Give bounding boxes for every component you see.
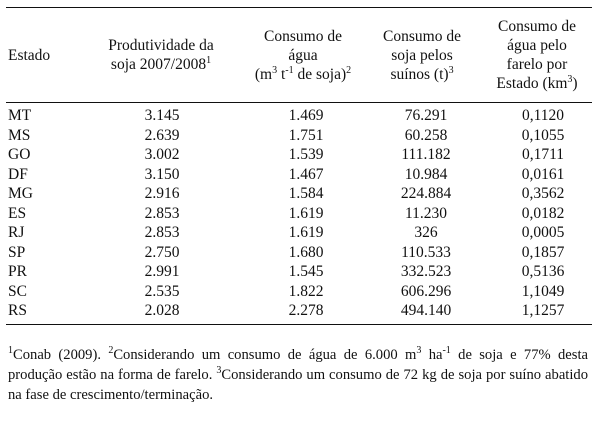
cell-estado: MS <box>8 126 31 144</box>
footnote-1: Conab (2009). <box>13 347 109 363</box>
cell-produtividade: 3.002 <box>144 146 180 163</box>
cell-consumo-farelo: 0,1055 <box>521 126 565 144</box>
footnote-marker-2: 2 <box>108 345 114 357</box>
cell-consumo-farelo: 0,0182 <box>521 204 565 222</box>
table-row <box>6 184 592 204</box>
cell-consumo-soja: 110.533 <box>401 243 451 261</box>
cell-consumo-soja: 111.182 <box>401 146 451 163</box>
cell-consumo-farelo: 1,1049 <box>521 282 565 300</box>
cell-consumo-agua: 1.539 <box>288 146 324 163</box>
table-row <box>6 126 592 146</box>
table-row <box>6 103 592 126</box>
cell-consumo-agua: 1.467 <box>288 165 324 183</box>
cell-produtividade: 2.991 <box>144 263 180 280</box>
cell-consumo-farelo: 0,3562 <box>521 185 565 202</box>
cell-consumo-agua: 1.822 <box>288 282 324 300</box>
cell-produtividade: 2.750 <box>144 243 180 261</box>
cell-consumo-agua: 1.619 <box>288 224 324 241</box>
footnote-marker-3: 3 <box>216 365 222 377</box>
cell-consumo-farelo: 0,1711 <box>521 146 565 163</box>
header-estado: Estado <box>8 46 51 64</box>
cell-consumo-soja: 326 <box>414 224 438 241</box>
cell-estado: MG <box>8 185 33 202</box>
cell-consumo-farelo: 0,0005 <box>521 224 565 241</box>
table-row <box>6 301 592 324</box>
footnote-2b: ha <box>421 347 443 363</box>
table-row <box>6 204 592 224</box>
cell-produtividade: 2.853 <box>144 224 180 241</box>
table-row <box>6 262 592 282</box>
table-row <box>6 243 592 263</box>
cell-estado: SP <box>8 243 26 261</box>
footnote-3: Considerando um consumo de 72 kg de soja por suíno abatido na fase de crescimento/terminação. <box>8 367 588 403</box>
cell-produtividade: 2.535 <box>144 282 180 300</box>
cell-consumo-agua: 1.751 <box>288 126 324 144</box>
cell-produtividade: 3.150 <box>144 165 180 183</box>
cell-consumo-farelo: 0,0161 <box>521 165 565 183</box>
cell-consumo-soja: 606.296 <box>400 282 452 300</box>
table-row <box>6 282 592 302</box>
cell-estado: ES <box>8 204 27 222</box>
header-row <box>6 8 592 103</box>
cell-consumo-agua: 1.680 <box>288 243 324 261</box>
footnote-marker-1: 1 <box>8 345 13 357</box>
cell-produtividade: 2.853 <box>144 204 180 222</box>
cell-estado: SC <box>8 282 27 300</box>
table-footnotes <box>8 345 588 405</box>
header-produtividade: Produtividade da soja 2007/2008$^1$ <box>108 37 214 73</box>
data-table <box>6 7 592 325</box>
cell-estado: PR <box>8 263 27 280</box>
footnote-text: $^1$Conab (2009). $^2$Considerando um consumo de água de 6.000 $m^3$ $ha^{-1}$ de soja e 77% desta produção estão na forma de farelo. $^3$Considerando um consumo de 72 kg de soja por suíno abatido na fase de crescimento/terminação. <box>8 345 588 403</box>
cell-estado: RS <box>8 302 27 319</box>
cell-consumo-agua: 2.278 <box>288 302 324 319</box>
table-row <box>6 223 592 243</box>
cell-estado: MT <box>8 107 32 124</box>
header-consumo-soja: Consumo de soja pelos suínos $(t)^3$ <box>383 27 461 83</box>
header-consumo-farelo: Consumo de água pelo farelo por Estado $(km^3)$ <box>496 18 578 92</box>
cell-consumo-soja: 76.291 <box>404 107 448 124</box>
cell-estado: GO <box>8 146 31 163</box>
cell-consumo-farelo: 1,1257 <box>521 302 565 319</box>
footnote-2a: Considerando um consumo de água de 6.000 m <box>113 347 417 363</box>
cell-consumo-soja: 494.140 <box>400 302 452 319</box>
header-consumo-agua: Consumo de água ($m^3$ $t^{-1}$ de soja)$^2$ <box>254 27 352 83</box>
cell-consumo-soja: 10.984 <box>404 165 448 183</box>
footnote-2c: de soja e 77% desta produção estão na forma de farelo. <box>8 347 588 383</box>
cell-estado: DF <box>8 165 28 183</box>
table-body <box>6 103 592 325</box>
cell-consumo-agua: 1.469 <box>288 107 324 124</box>
cell-produtividade: 2.028 <box>144 302 180 319</box>
cell-consumo-farelo: 0,1857 <box>521 243 565 261</box>
cell-consumo-agua: 1.545 <box>288 263 324 280</box>
cell-consumo-soja: 224.884 <box>400 185 452 202</box>
table-row <box>6 145 592 165</box>
cell-consumo-farelo: 0,1120 <box>521 107 565 124</box>
cell-consumo-agua: 1.584 <box>288 185 324 202</box>
cell-consumo-soja: 332.523 <box>400 263 452 280</box>
table-header <box>6 8 592 103</box>
table-row <box>6 165 592 185</box>
cell-produtividade: 2.916 <box>144 185 180 202</box>
cell-consumo-agua: 1.619 <box>288 204 324 222</box>
cell-consumo-soja: 60.258 <box>404 126 448 144</box>
cell-consumo-soja: 11.230 <box>404 204 448 222</box>
cell-estado: RJ <box>8 224 25 241</box>
cell-consumo-farelo: 0,5136 <box>521 263 565 280</box>
cell-produtividade: 2.639 <box>144 126 180 144</box>
cell-produtividade: 3.145 <box>144 107 180 124</box>
